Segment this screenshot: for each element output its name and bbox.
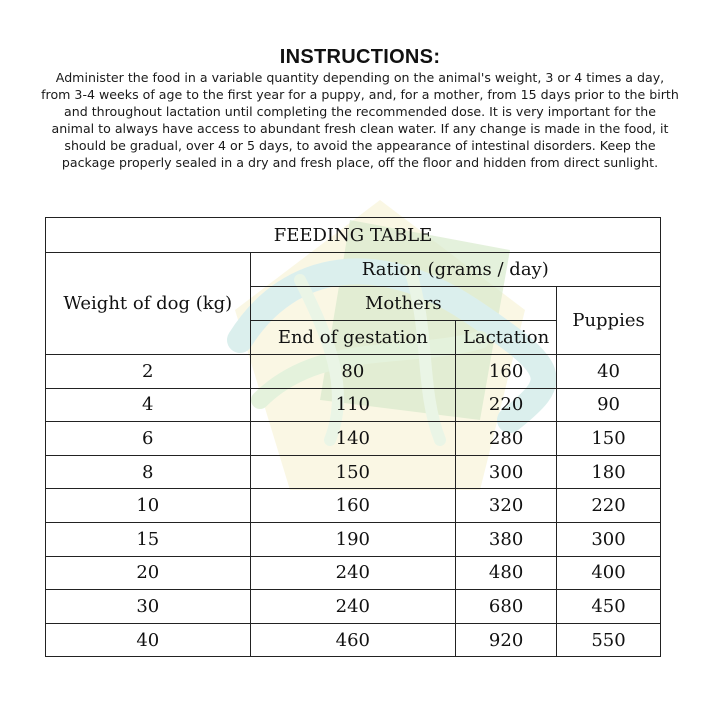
weight-cell: 2 [46, 355, 251, 389]
lactation-cell: 220 [456, 388, 557, 422]
weight-cell: 20 [46, 556, 251, 590]
ration-header: Ration (grams / day) [250, 253, 660, 287]
end-gestation-cell: 190 [250, 522, 456, 556]
table-row [46, 455, 661, 489]
lactation-cell: 680 [456, 590, 557, 624]
weight-cell: 30 [46, 590, 251, 624]
table-row [46, 422, 661, 456]
instructions-text [20, 69, 700, 171]
table-title-row [46, 218, 661, 253]
end-gestation-cell: 140 [250, 422, 456, 456]
table-row [46, 556, 661, 590]
puppies-cell: 150 [557, 422, 661, 456]
puppies-cell: 550 [557, 623, 661, 657]
end-gestation-cell: 240 [250, 556, 456, 590]
weight-cell: 6 [46, 422, 251, 456]
weight-column-header: Weight of dog (kg) [46, 253, 251, 355]
end-gestation-cell: 150 [250, 455, 456, 489]
lactation-cell: 380 [456, 522, 557, 556]
weight-cell: 8 [46, 455, 251, 489]
end-gestation-cell: 160 [250, 489, 456, 523]
puppies-cell: 400 [557, 556, 661, 590]
puppies-cell: 220 [557, 489, 661, 523]
instructions-line: Administer the food in a variable quantity depending on the animal's weight, 3 or 4 times a day, [55, 70, 665, 85]
feeding-table-title: FEEDING TABLE [46, 218, 661, 253]
table-row [46, 623, 661, 657]
end-gestation-cell: 460 [250, 623, 456, 657]
instructions-line: package properly sealed in a dry and fresh place, off the floor and hidden from direct sunlight. [61, 155, 659, 170]
instructions-heading: INSTRUCTIONS: [279, 46, 441, 68]
lactation-cell: 300 [456, 455, 557, 489]
feeding-table [45, 217, 661, 657]
puppies-cell: 90 [557, 388, 661, 422]
end-gestation-cell: 110 [250, 388, 456, 422]
end-gestation-cell: 80 [250, 355, 456, 389]
table-row [46, 489, 661, 523]
instructions-line: and throughout lactation until completing the recommended dose. It is very important for the [64, 104, 656, 119]
weight-cell: 4 [46, 388, 251, 422]
instructions-line: should be gradual, over 4 or 5 days, to avoid the appearance of intestinal disorders. Keep the [64, 138, 656, 153]
lactation-cell: 320 [456, 489, 557, 523]
table-header-row [46, 253, 661, 287]
table-row [46, 355, 661, 389]
table-row [46, 590, 661, 624]
lactation-cell: 280 [456, 422, 557, 456]
table-row [46, 388, 661, 422]
weight-cell: 15 [46, 522, 251, 556]
puppies-cell: 450 [557, 590, 661, 624]
lactation-cell: 480 [456, 556, 557, 590]
puppies-column-header: Puppies [557, 287, 661, 355]
end-gestation-cell: 240 [250, 590, 456, 624]
instructions-line: from 3-4 weeks of age to the first year for a puppy, and, for a mother, from 15 days prior to the birth [41, 87, 679, 102]
lactation-column-header: Lactation [456, 321, 557, 355]
end-gestation-column-header: End of gestation [250, 321, 456, 355]
weight-cell: 40 [46, 623, 251, 657]
table-row [46, 522, 661, 556]
weight-cell: 10 [46, 489, 251, 523]
lactation-cell: 920 [456, 623, 557, 657]
instructions-line: animal to always have access to abundant fresh clean water. If any change is made in the food, it [51, 121, 669, 136]
mothers-header: Mothers [250, 287, 557, 321]
puppies-cell: 300 [557, 522, 661, 556]
lactation-cell: 160 [456, 355, 557, 389]
puppies-cell: 180 [557, 455, 661, 489]
puppies-cell: 40 [557, 355, 661, 389]
